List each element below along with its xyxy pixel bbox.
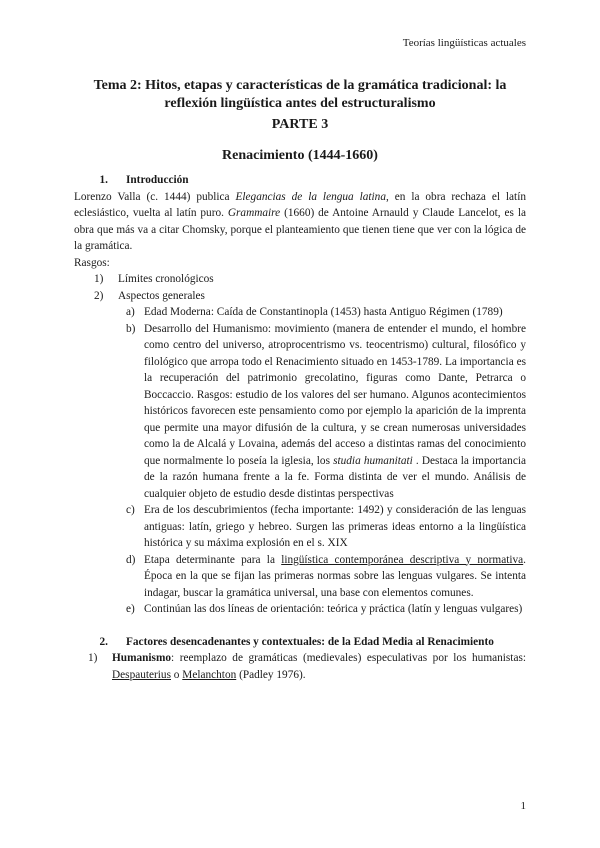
section-title: Introducción xyxy=(126,174,189,186)
latin-term: studia humanitati xyxy=(333,454,413,467)
list-item-text: Límites cronológicos xyxy=(118,273,214,285)
underlined-phrase: lingüística contemporánea descriptiva y normativa xyxy=(281,553,524,566)
sub-marker: a) xyxy=(126,306,135,318)
sub-item-b xyxy=(74,321,526,503)
sub-item-text: Era de los descubrimientos (fecha importante: 1492) y consideración de las lenguas antiguas: latín, griego y hebreo. Surgen las primeras ideas entorno a la lingüística histórica y su máxima explosión en el s. XIX xyxy=(144,504,526,549)
sub-item-text: . Destaca la importancia de la razón humana frente a la fe. Forma distinta de ver el mundo. Análisis de cualquier objeto de estudio desde distintas perspectivas xyxy=(144,454,526,500)
rasgos-label: Rasgos: xyxy=(74,256,110,269)
work-title-elegancias: Elegancias de la lengua latina xyxy=(235,190,386,203)
spacer xyxy=(74,618,526,634)
document-title: Tema 2: Hitos, etapas y características de la gramática tradicional: la reflexión lingüística antes del estructuralismo xyxy=(93,78,507,111)
sub-marker: c) xyxy=(126,504,135,516)
sub-item-text: Edad Moderna: Caída de Constantinopla (1453) hasta Antiguo Régimen (1789) xyxy=(144,306,503,318)
section-heading-2 xyxy=(74,634,526,651)
list-item xyxy=(74,271,526,288)
intro-paragraph xyxy=(74,189,526,255)
running-header: Teorías lingüísticas actuales xyxy=(402,37,526,49)
list-marker: 1) xyxy=(94,273,104,285)
list-item xyxy=(74,650,526,683)
document-body xyxy=(74,172,526,683)
list-item-text: (Padley 1976). xyxy=(236,668,306,681)
page-number: 1 xyxy=(520,800,526,812)
section-number: 2. xyxy=(99,635,108,648)
list-marker: 2) xyxy=(94,289,104,302)
intro-text: (1660) de Antoine Arnauld y Claude Lancelot, es la obra que más va a citar Chomsky, porque el planteamiento que tienen tiene que ver con la lógica de la gramática. xyxy=(74,207,526,252)
intro-text: , en la obra rechaza el latín eclesiástico, vuelta al latín puro. xyxy=(74,190,526,219)
list-marker: 1) xyxy=(88,652,98,664)
author-name: Melanchton xyxy=(182,668,237,681)
list-item-text: : reemplazo de gramáticas (medievales) especulativas por los humanistas: xyxy=(171,652,526,664)
author-name: Despauterius xyxy=(112,668,171,681)
list-item-text: Aspectos generales xyxy=(118,289,205,302)
intro-text: Lorenzo Valla (c. 1444) publica xyxy=(74,190,236,203)
sub-item-text: Etapa determinante para la xyxy=(144,553,282,566)
sub-item-text: . Época en la que se fijan las primeras normas sobre las lenguas vulgares. Se intenta indagar, buscar la gramática universal, una base con elementos comunes. xyxy=(144,553,526,599)
list-item-text: o xyxy=(170,668,183,681)
section-title: Factores desencadenantes y contextuales: de la Edad Media al Renacimiento xyxy=(126,635,494,648)
bold-term: Humanismo xyxy=(112,652,172,664)
list-item xyxy=(74,288,526,305)
sub-item-text: Desarrollo del Humanismo: movimiento (manera de entender el mundo, el hombre como centro del universo, atroprocentrismo vs. teocentrismo) cultural, filosófico y filológico que arropa todo el Renacimiento situado en 1453-1789. La importancia es la recuperación del patrimonio grecolatino, figuras como Dante, Petrarca o Boccaccio. Rasgos: estudio de los valores del ser humano. Algunos acontecimientos históricos favorecen este pensamiento como por ejemplo la aparición de la imprenta que permite una mayor difusión de la cultura, y se crean numerosas universidades como la de Alcalá y Lovaina, además del acceso a distintas ramas del conocimiento que normalmente lo poseía la iglesia, los xyxy=(144,322,526,467)
section-heading-1 xyxy=(74,172,526,189)
sub-marker: b) xyxy=(126,322,136,335)
sub-marker: e) xyxy=(126,603,135,615)
section-number: 1. xyxy=(99,174,108,186)
sub-item-text: Continúan las dos líneas de orientación: teórica y práctica (latín y lenguas vulgares) xyxy=(144,603,523,615)
sub-item-d xyxy=(74,552,526,602)
sub-marker: d) xyxy=(126,553,136,566)
sub-item-a xyxy=(74,304,526,321)
sub-item-c xyxy=(74,502,526,552)
sub-item-e xyxy=(74,601,526,618)
period-heading: Renacimiento (1444-1660) xyxy=(222,148,378,163)
part-heading: PARTE 3 xyxy=(271,117,329,132)
work-title-grammaire: Grammaire xyxy=(227,207,281,219)
